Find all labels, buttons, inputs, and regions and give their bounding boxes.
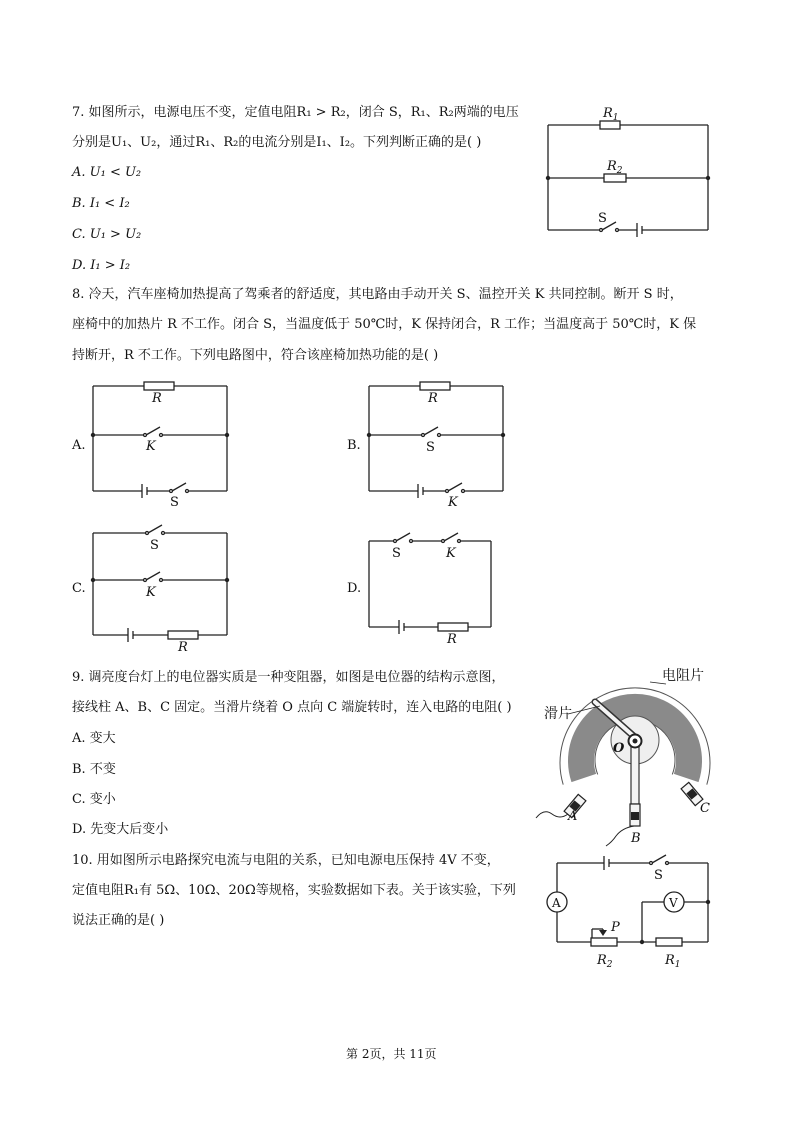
q8c-k-label: K (146, 585, 156, 600)
q8-option-b-circuit (366, 378, 506, 510)
q7-option-a: A. U₁ < U₂ (72, 165, 142, 180)
q8a-s-label: S (170, 495, 179, 510)
q8-stem-line1: 8. 冷天，汽车座椅加热提高了驾乘者的舒适度，其电路由手动开关 S、温控开关 K 共同控制。断开 S 时， (72, 287, 683, 302)
q8c-s-label: S (150, 538, 159, 553)
q9-option-b: B. 不变 (72, 762, 116, 777)
q7-stem-line1: 7. 如图所示，电源电压不变，定值电阻R₁ > R₂，闭合 S，R₁、R₂两端的电压 (72, 105, 519, 120)
q9-option-c: C. 变小 (72, 792, 116, 807)
q8-option-b-label: B. (347, 438, 361, 453)
page-footer: 第 2页，共 11页 (346, 1047, 437, 1061)
q8-option-a-label: A. (72, 438, 86, 453)
q9-option-a: A. 变大 (72, 731, 116, 746)
q7-switch-label: S (598, 211, 607, 226)
q10-switch (652, 855, 666, 863)
q10-ammeter-label: A (552, 896, 561, 910)
q9-stem-line2: 接线柱 A、B、C 固定。当滑片绕着 O 点向 C 端旋转时，连入电路的电阻( ) (72, 700, 512, 715)
q10-stem-line3: 说法正确的是( ) (72, 913, 165, 928)
q10-stem-line1: 10. 用如图所示电路探究电流与电阻的关系，已知电源电压保持 4V 不变， (72, 853, 500, 868)
q9-potentiometer-diagram (530, 662, 730, 846)
q8b-s-label: S (426, 440, 435, 455)
q9-stem-line1: 9. 调亮度台灯上的电位器实质是一种变阻器，如图是电位器的结构示意图， (72, 670, 505, 685)
q7-r2-label: $R_2$ (607, 159, 623, 176)
q7-circuit-diagram (540, 104, 720, 236)
q10-stem-line2: 定值电阻R₁有 5Ω、10Ω、20Ω等规格，实验数据如下表。关于该实验，下列 (72, 883, 516, 898)
q8a-k-label: K (146, 439, 156, 454)
q9-o-label: O (613, 741, 625, 756)
q10-r2-label: $R_2$ (597, 953, 613, 970)
q9-resistor-label: 电阻片 (662, 668, 704, 684)
q7-option-d: D. I₁ > I₂ (72, 258, 131, 273)
q8d-s-label: S (392, 546, 401, 561)
q8a-r-label: R (152, 391, 162, 406)
q8-option-c-label: C. (72, 581, 86, 596)
q8d-r-label: R (447, 632, 457, 647)
q8-option-c-circuit (90, 522, 230, 655)
q9-option-d: D. 先变大后变小 (72, 822, 169, 837)
q10-circuit-diagram (540, 850, 720, 975)
q9-slider-label: 滑片 (544, 706, 572, 722)
q8b-k-label: K (448, 495, 458, 510)
q10-rheostat-r2 (591, 938, 617, 946)
q8b-r-label: R (428, 391, 438, 406)
q7-r2-resistor (604, 174, 626, 182)
q7-stem-line2: 分别是U₁、U₂，通过R₁、R₂的电流分别是I₁、I₂。下列判断正确的是( ) (72, 135, 482, 150)
q8-option-d-label: D. (347, 581, 362, 596)
q10-switch-label: S (654, 868, 663, 883)
q7-option-c: C. U₁ > U₂ (72, 227, 142, 242)
q8-option-a-circuit (90, 378, 230, 510)
q8d-k-label: K (446, 546, 456, 561)
q10-r1-label: $R_1$ (665, 953, 681, 970)
q8-stem-line3: 持断开，R 不工作。下列电路图中，符合该座椅加热功能的是( ) (72, 348, 439, 363)
q8-option-d-circuit (366, 528, 496, 647)
q9-b-label: B (631, 831, 641, 846)
q7-option-b: B. I₁ < I₂ (72, 196, 130, 211)
q10-p-label: P (611, 920, 620, 935)
q8c-r-label: R (178, 640, 188, 655)
q9-a-label: A (568, 809, 578, 824)
q10-voltmeter-label: V (669, 896, 678, 910)
q9-c-label: C (700, 801, 710, 816)
q7-r1-label: $R_1$ (603, 106, 619, 123)
q10-resistor-r1 (656, 938, 682, 946)
q8-stem-line2: 座椅中的加热片 R 不工作。闭合 S，当温度低于 50℃时，K 保持闭合，R 工作；当温度高于 50℃时，K 保 (72, 317, 697, 332)
